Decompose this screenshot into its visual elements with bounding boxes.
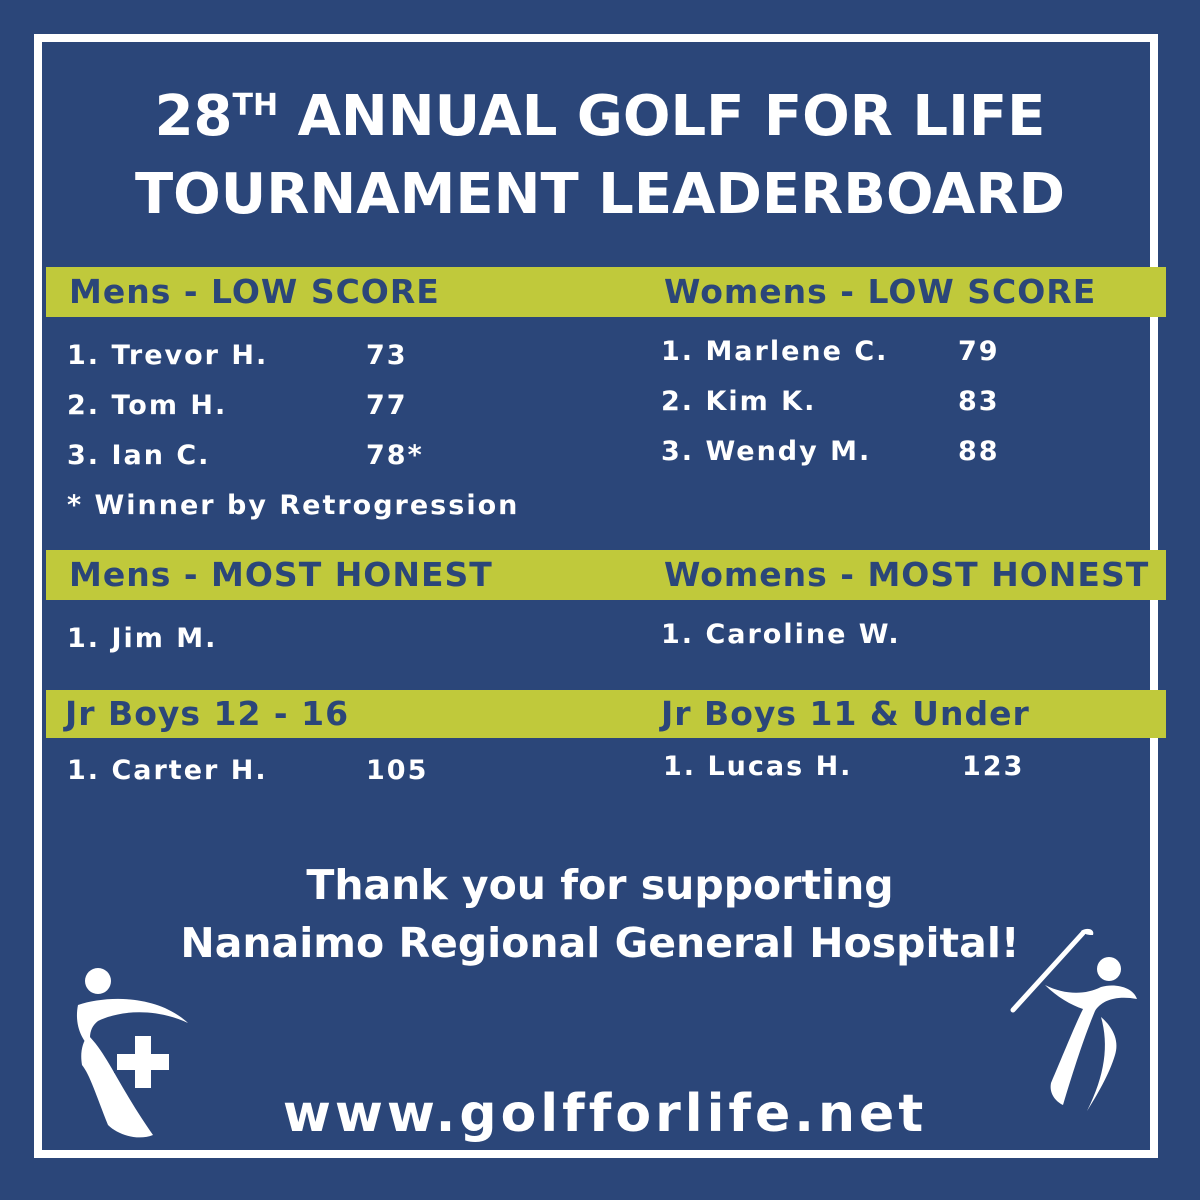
mens-most-honest-entry: 1. Jim M.	[67, 623, 218, 654]
retrogression-note: * Winner by Retrogression	[67, 490, 520, 521]
list-item-score: 88	[958, 436, 1000, 467]
list-item-score: 83	[958, 386, 1000, 417]
list-item-name: 2. Kim K.	[661, 386, 817, 417]
list-item-score: 77	[366, 390, 408, 421]
list-item-score: 79	[958, 336, 1000, 367]
list-item-name: 2. Tom H.	[67, 390, 228, 421]
womens-low-score-label: Womens - LOW SCORE	[664, 272, 1097, 311]
title-line-1-text: ANNUAL GOLF FOR LIFE	[278, 84, 1046, 149]
jr-boys-12-16-entry-score: 105	[366, 755, 429, 786]
section-band-jr-boys	[46, 690, 1166, 738]
list-item-name: 3. Wendy M.	[661, 436, 872, 467]
title-ordinal: TH	[232, 88, 279, 123]
mens-most-honest-label: Mens - MOST HONEST	[69, 555, 493, 594]
list-item-score: 73	[366, 340, 408, 371]
jr-boys-12-16-label: Jr Boys 12 - 16	[65, 694, 350, 733]
jr-boys-11-under-entry-score: 123	[962, 751, 1025, 782]
jr-boys-12-16-entry-name: 1. Carter H.	[67, 755, 268, 786]
title-line-2: TOURNAMENT LEADERBOARD	[134, 162, 1065, 227]
title-line-1	[0, 78, 1200, 156]
list-item-name: 1. Marlene C.	[661, 336, 889, 367]
mens-low-score-label: Mens - LOW SCORE	[69, 272, 440, 311]
womens-most-honest-entry: 1. Caroline W.	[661, 619, 901, 650]
section-band-low-score	[46, 267, 1166, 317]
list-item-name: 1. Trevor H.	[67, 340, 269, 371]
title-number: 28	[154, 84, 233, 149]
thank-you-line-1: Thank you for supporting	[306, 861, 894, 909]
thank-you-line-2: Nanaimo Regional General Hospital!	[180, 919, 1020, 967]
list-item-score: 78*	[366, 440, 424, 471]
list-item-name: 3. Ian C.	[67, 440, 211, 471]
section-band-most-honest	[46, 550, 1166, 600]
jr-boys-11-under-entry-name: 1. Lucas H.	[663, 751, 853, 782]
jr-boys-11-under-label: Jr Boys 11 & Under	[661, 694, 1030, 733]
womens-most-honest-label: Womens - MOST HONEST	[664, 555, 1150, 594]
website-url: www.golfforlife.net	[282, 1084, 928, 1144]
page-title	[0, 78, 1200, 234]
